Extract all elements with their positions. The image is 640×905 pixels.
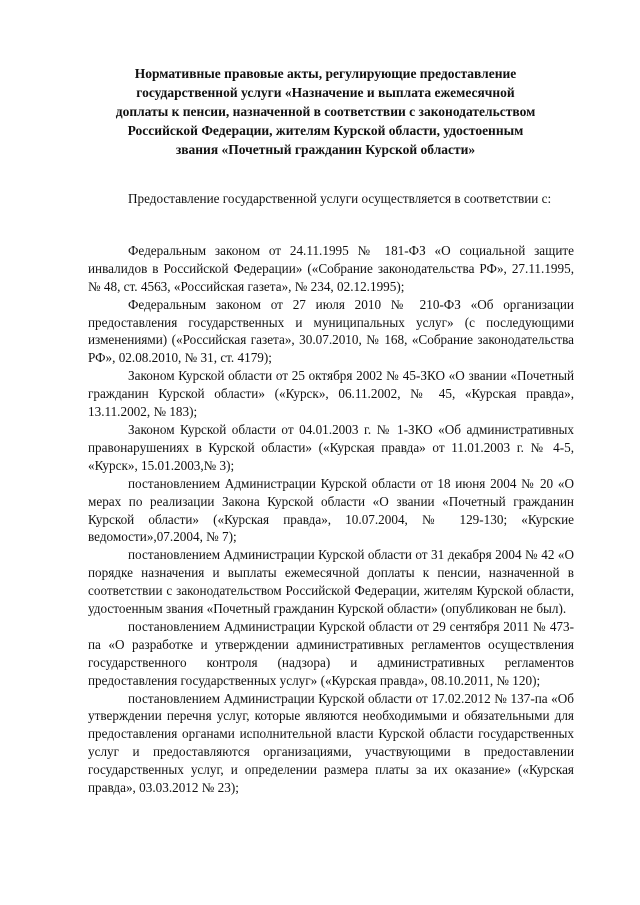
legal-act-item: постановлением Администрации Курской области от 17.02.2012 № 137-па «Об утверждении перечня услуг, которые являются необходимыми и обязательными для предоставления органами исполнительной власти Курской области государственных услуг и предоставляются организациями, участвующими в предоставлении государственных услуг, и определении размера платы за их оказание» («Курская правда», 03.03.2012 № 23); xyxy=(88,690,574,796)
title-line: Российской Федерации, жителям Курской области, удостоенным xyxy=(127,123,524,138)
title-line: доплаты к пенсии, назначенной в соответствии с законодательством xyxy=(115,104,536,119)
legal-act-item: постановлением Администрации Курской области от 29 сентября 2011 № 473-па «О разработке и утверждении административных регламентов осуществления государственного контроля (надзора) и административных регламентов предоставления государственных услуг» («Курская правда», 08.10.2011, № 120); xyxy=(88,618,574,688)
document-body xyxy=(88,190,574,797)
legal-act-item: Федеральным законом от 24.11.1995 № 181-ФЗ «О социальной защите инвалидов в Российской Федерации» («Собрание законодательства РФ», 27.11.1995, № 48, ст. 4563, «Российская газета», № 234, 02.12.1995); xyxy=(88,242,574,294)
title-line: Нормативные правовые акты, регулирующие предоставление xyxy=(134,66,517,81)
intro-paragraph: Предоставление государственной услуги осуществляется в соответствии с: xyxy=(128,191,552,206)
legal-act-item: Федеральным законом от 27 июля 2010 № 210-ФЗ «Об организации предоставления государственных и муниципальных услуг» (с последующими изменениями) («Российская газета», 30.07.2010, № 168, «Собрание законодательства РФ», 02.08.2010, № 31, ст. 4179); xyxy=(88,296,574,366)
title-line: звания «Почетный гражданин Курской области» xyxy=(175,142,476,157)
legal-act-item: постановлением Администрации Курской области от 31 декабря 2004 № 42 «О порядке назначения и выплаты ежемесячной доплаты к пенсии, назначенной в соответствии с законодательством Российской Федерации, жителям Курской области, удостоенным звания «Почетный гражданин Курской области» (опубликован не был). xyxy=(88,547,574,617)
legal-act-item: Законом Курской области от 25 октября 2002 № 45-ЗКО «О звании «Почетный гражданин Курской области» («Курск», 06.11.2002, № 45, «Курская правда», 13.11.2002, № 183); xyxy=(88,368,574,420)
document-title xyxy=(88,64,563,159)
legal-act-item: постановлением Администрации Курской области от 18 июня 2004 № 20 «О мерах по реализации Закона Курской области «О звании «Почетный гражданин Курской области» («Курская правда», 10.07.2004, № 129-130; «Курские ведомости»,07.2004, № 7); xyxy=(88,475,574,545)
title-line: государственной услуги «Назначение и выплата ежемесячной xyxy=(136,85,515,100)
legal-act-item: Законом Курской области от 04.01.2003 г. № 1-ЗКО «Об административных правонарушениях в Курской области» («Курская правда» от 11.01.2003 г. № 4-5, «Курск», 15.01.2003,№ 3); xyxy=(88,421,574,473)
